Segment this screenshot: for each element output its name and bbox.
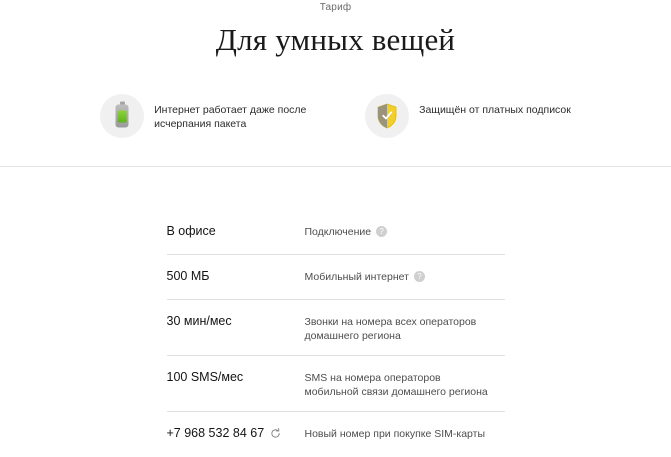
spec-description-text: SMS на номера операторов мобильной связи домашнего региона: [304, 372, 488, 398]
spec-description-text: Новый номер при покупке SIM-карты: [304, 428, 486, 440]
spec-value: 100 SMS/мес: [166, 370, 244, 384]
spec-description: [305, 268, 505, 284]
spec-value: В офисе: [166, 224, 216, 238]
phone-number: +7 968 532 84 67: [166, 426, 265, 440]
spec-value: 30 мин/мес: [166, 314, 232, 328]
spec-description-text: Звонки на номера всех операторов домашнего региона: [304, 316, 477, 342]
shield-icon: [376, 103, 398, 129]
feature-label: Защищён от платных подписок: [419, 104, 571, 116]
spec-description-text: Подключение: [304, 226, 372, 238]
battery-icon: [116, 105, 129, 128]
feature-item: [365, 94, 571, 138]
spec-value-phone: [167, 425, 305, 441]
spec-value: 500 МБ: [166, 269, 210, 283]
table-row: [167, 356, 505, 412]
breadcrumb: Тариф: [319, 2, 352, 13]
spec-description: [305, 223, 505, 239]
table-row: [167, 210, 505, 255]
section-divider: [0, 166, 671, 167]
page-title: Для умных вещей: [215, 22, 456, 57]
spec-description: [305, 369, 505, 399]
battery-icon-badge: [100, 94, 144, 138]
shield-icon-badge: [365, 94, 409, 138]
help-icon[interactable]: ?: [376, 226, 387, 237]
table-row: [167, 300, 505, 356]
spec-description: [305, 425, 505, 441]
feature-item: [100, 94, 319, 138]
features-row: [0, 94, 671, 166]
feature-label: Интернет работает даже после исчерпания пакета: [154, 104, 307, 130]
table-row: [167, 412, 505, 457]
spec-description-text: Мобильный интернет: [304, 271, 409, 283]
spec-table: [167, 210, 505, 457]
battery-cap: [120, 102, 125, 105]
help-icon[interactable]: ?: [414, 271, 425, 282]
battery-fill: [118, 110, 127, 123]
refresh-icon[interactable]: [270, 428, 281, 439]
spec-description: [305, 313, 505, 343]
table-row: [167, 255, 505, 300]
